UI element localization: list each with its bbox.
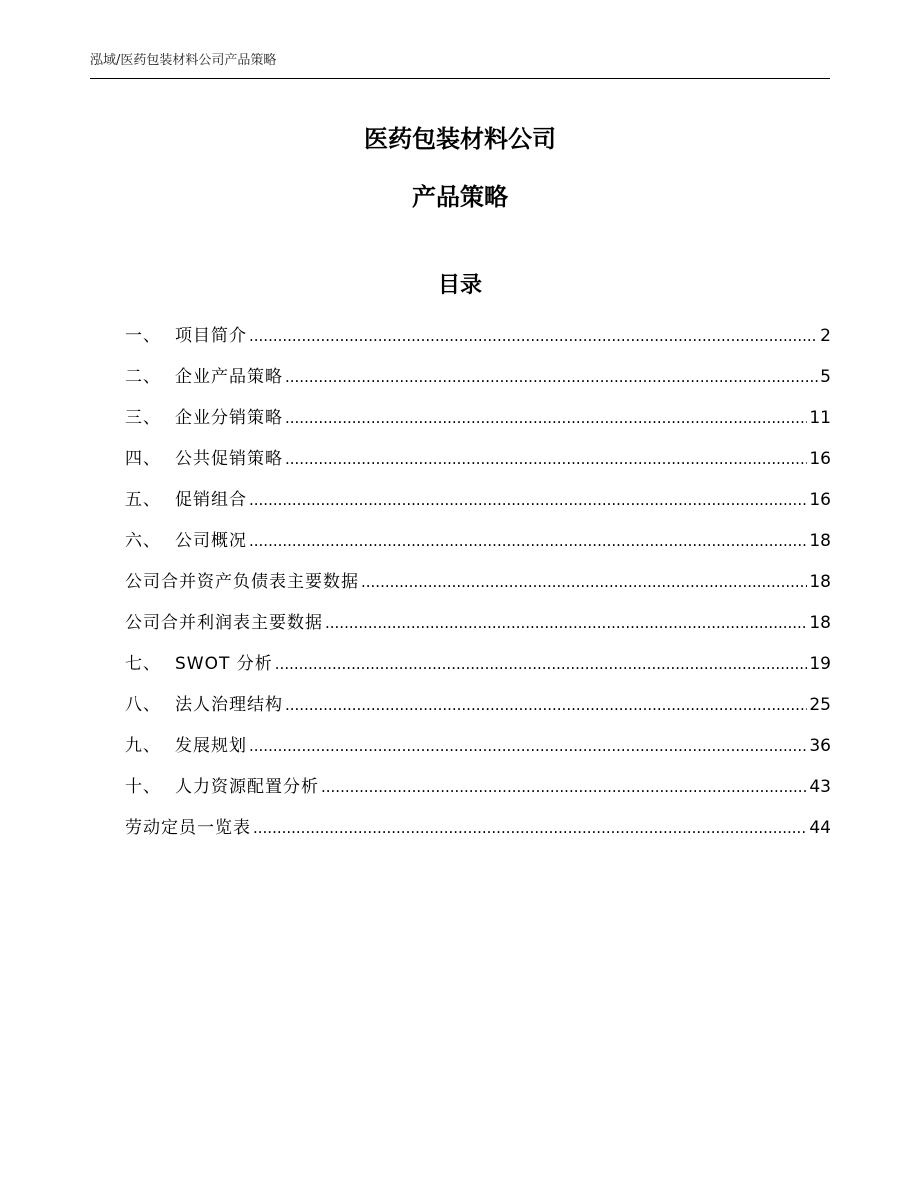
toc-dot-leader (285, 406, 807, 430)
toc-entry-label: 劳动定员一览表 (125, 818, 251, 838)
toc-entry-page: 36 (809, 736, 831, 756)
toc-entry-product-strategy[interactable] (125, 365, 831, 406)
toc-entry-page: 18 (809, 613, 831, 633)
toc-entry-label: 促销组合 (175, 490, 247, 510)
table-of-contents (125, 324, 831, 857)
toc-entry-number: 三、 (125, 408, 161, 428)
toc-entry-label: SWOT 分析 (175, 654, 273, 674)
running-header: 泓域/医药包装材料公司产品策略 (90, 52, 830, 79)
toc-entry-page: 18 (809, 572, 831, 592)
toc-entry-label: 人力资源配置分析 (175, 777, 319, 797)
toc-dot-leader (361, 570, 807, 594)
toc-entry-page: 25 (809, 695, 831, 715)
toc-entry-project-intro[interactable] (125, 324, 831, 365)
toc-entry-label: 公司概况 (175, 531, 247, 551)
toc-entry-page: 2 (820, 326, 831, 346)
toc-dot-leader (321, 775, 807, 799)
toc-entry-corporate-governance[interactable] (125, 693, 831, 734)
toc-entry-label: 法人治理结构 (175, 695, 283, 715)
toc-entry-hr-allocation[interactable] (125, 775, 831, 816)
toc-entry-company-overview[interactable] (125, 529, 831, 570)
toc-entry-number: 七、 (125, 654, 161, 674)
toc-entry-page: 18 (809, 531, 831, 551)
toc-entry-label: 发展规划 (175, 736, 247, 756)
toc-entry-balance-sheet[interactable] (125, 570, 831, 611)
toc-entry-promotion-mix[interactable] (125, 488, 831, 529)
toc-dot-leader (249, 324, 818, 348)
toc-entry-page: 5 (820, 367, 831, 387)
toc-dot-leader (325, 611, 807, 635)
toc-entry-label: 公司合并利润表主要数据 (125, 613, 323, 633)
toc-entry-distribution-strategy[interactable] (125, 406, 831, 447)
toc-entry-number: 五、 (125, 490, 161, 510)
toc-entry-label: 公司合并资产负债表主要数据 (125, 572, 359, 592)
toc-entry-page: 16 (809, 490, 831, 510)
toc-entry-number: 十、 (125, 777, 161, 797)
toc-entry-number: 四、 (125, 449, 161, 469)
toc-dot-leader (249, 529, 807, 553)
toc-entry-label: 公共促销策略 (175, 449, 283, 469)
toc-entry-development-plan[interactable] (125, 734, 831, 775)
toc-dot-leader (275, 652, 808, 676)
toc-entry-label: 企业产品策略 (175, 367, 283, 387)
toc-entry-staffing-table[interactable] (125, 816, 831, 857)
toc-dot-leader (285, 447, 807, 471)
toc-dot-leader (253, 816, 807, 840)
toc-entry-number: 八、 (125, 695, 161, 715)
toc-dot-leader (285, 365, 818, 389)
toc-entry-label: 项目简介 (175, 326, 247, 346)
toc-entry-number: 九、 (125, 736, 161, 756)
toc-dot-leader (285, 693, 807, 717)
document-subtitle: 产品策略 (412, 183, 508, 211)
toc-entry-number: 六、 (125, 531, 161, 551)
toc-entry-page: 44 (809, 818, 831, 838)
document-title: 医药包装材料公司 (364, 125, 556, 153)
toc-entry-income-statement[interactable] (125, 611, 831, 652)
toc-entry-swot-analysis[interactable] (125, 652, 831, 693)
toc-dot-leader (249, 488, 807, 512)
toc-entry-label: 企业分销策略 (175, 408, 283, 428)
toc-entry-number: 二、 (125, 367, 161, 387)
toc-entry-page: 19 (809, 654, 831, 674)
toc-dot-leader (249, 734, 807, 758)
toc-entry-page: 16 (809, 449, 831, 469)
toc-entry-page: 11 (809, 408, 831, 428)
toc-entry-page: 43 (809, 777, 831, 797)
toc-entry-number: 一、 (125, 326, 161, 346)
toc-entry-public-promotion[interactable] (125, 447, 831, 488)
toc-heading: 目录 (437, 273, 482, 298)
